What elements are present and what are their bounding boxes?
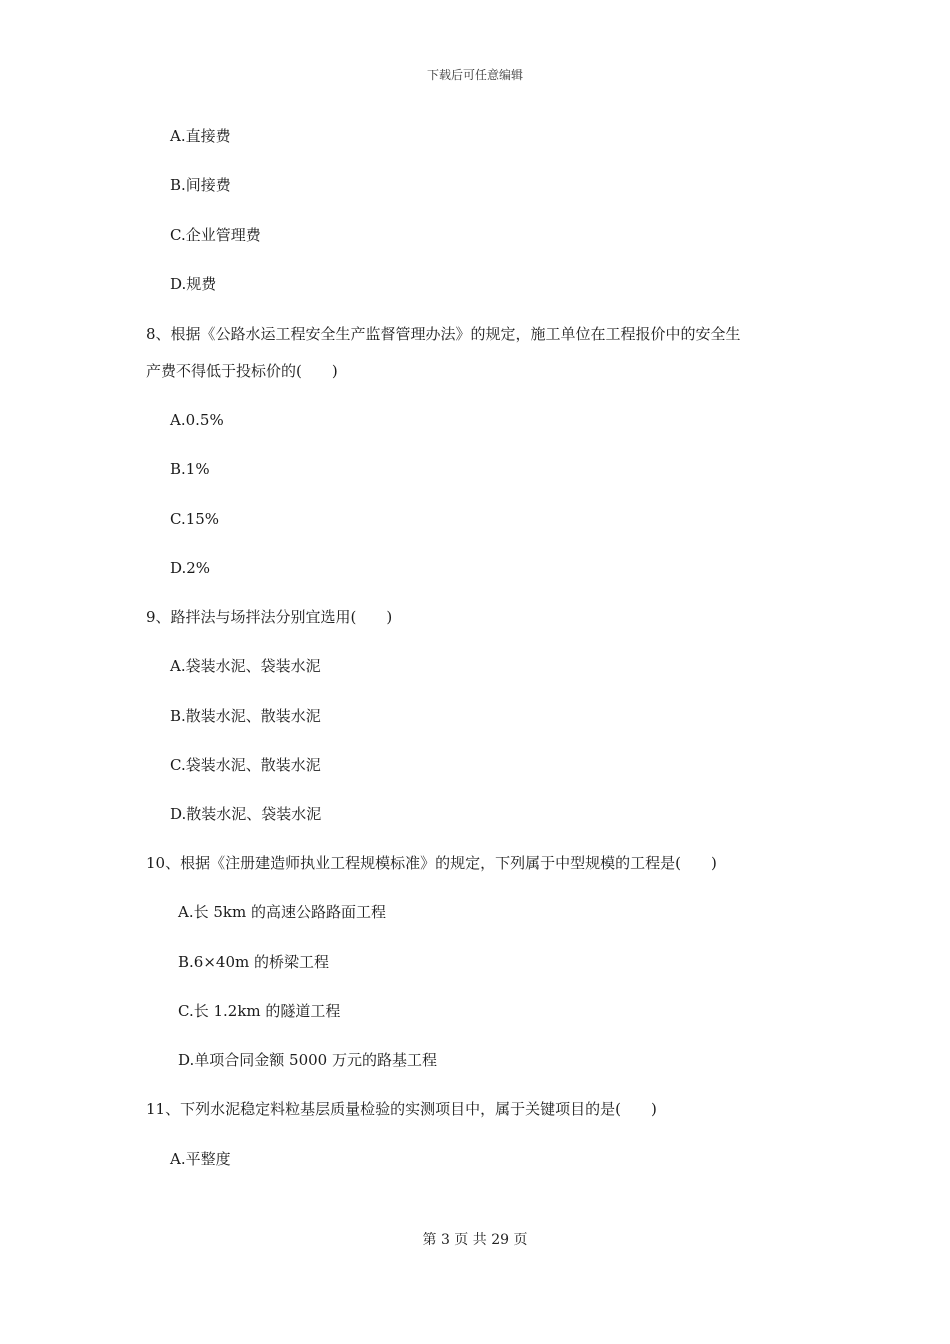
question-9-option-c: C.袋装水泥、散装水泥	[170, 756, 321, 774]
question-10-option-c: C.长 1.2km 的隧道工程	[178, 1002, 341, 1020]
option-a: A.直接费	[170, 127, 231, 145]
question-10-option-b: B.6×40m 的桥梁工程	[178, 953, 329, 971]
page-header: 下载后可任意编辑	[426, 68, 523, 82]
question-8-option-d: D.2%	[170, 559, 211, 577]
question-10-text: 10、根据《注册建造师执业工程规模标准》的规定，下列属于中型规模的工程是( )	[146, 854, 717, 872]
question-8-option-a: A.0.5%	[170, 411, 224, 429]
option-c: C.企业管理费	[170, 226, 261, 244]
question-8-option-c: C.15%	[170, 510, 220, 528]
question-10-option-a: A.长 5km 的高速公路路面工程	[178, 903, 386, 921]
question-8-text: 8、根据《公路水运工程安全生产监督管理办法》的规定，施工单位在工程报价中的安全生	[146, 325, 741, 343]
option-d: D.规费	[170, 275, 217, 293]
question-8-option-b: B.1%	[170, 460, 210, 478]
question-11-option-a: A.平整度	[170, 1150, 231, 1168]
question-11-text: 11、下列水泥稳定料粒基层质量检验的实测项目中，属于关键项目的是( )	[146, 1100, 657, 1118]
option-b: B.间接费	[170, 176, 231, 194]
page-footer: 第 3 页 共 29 页	[422, 1232, 528, 1248]
question-9-option-b: B.散装水泥、散装水泥	[170, 707, 321, 725]
question-9-option-a: A.袋装水泥、袋装水泥	[170, 657, 321, 675]
question-9-text: 9、路拌法与场拌法分别宜选用( )	[146, 608, 393, 626]
question-10-option-d: D.单项合同金额 5000 万元的路基工程	[178, 1051, 437, 1069]
question-9-option-d: D.散装水泥、袋装水泥	[170, 805, 322, 823]
question-8-text-continued: 产费不得低于投标价的( )	[146, 362, 338, 380]
